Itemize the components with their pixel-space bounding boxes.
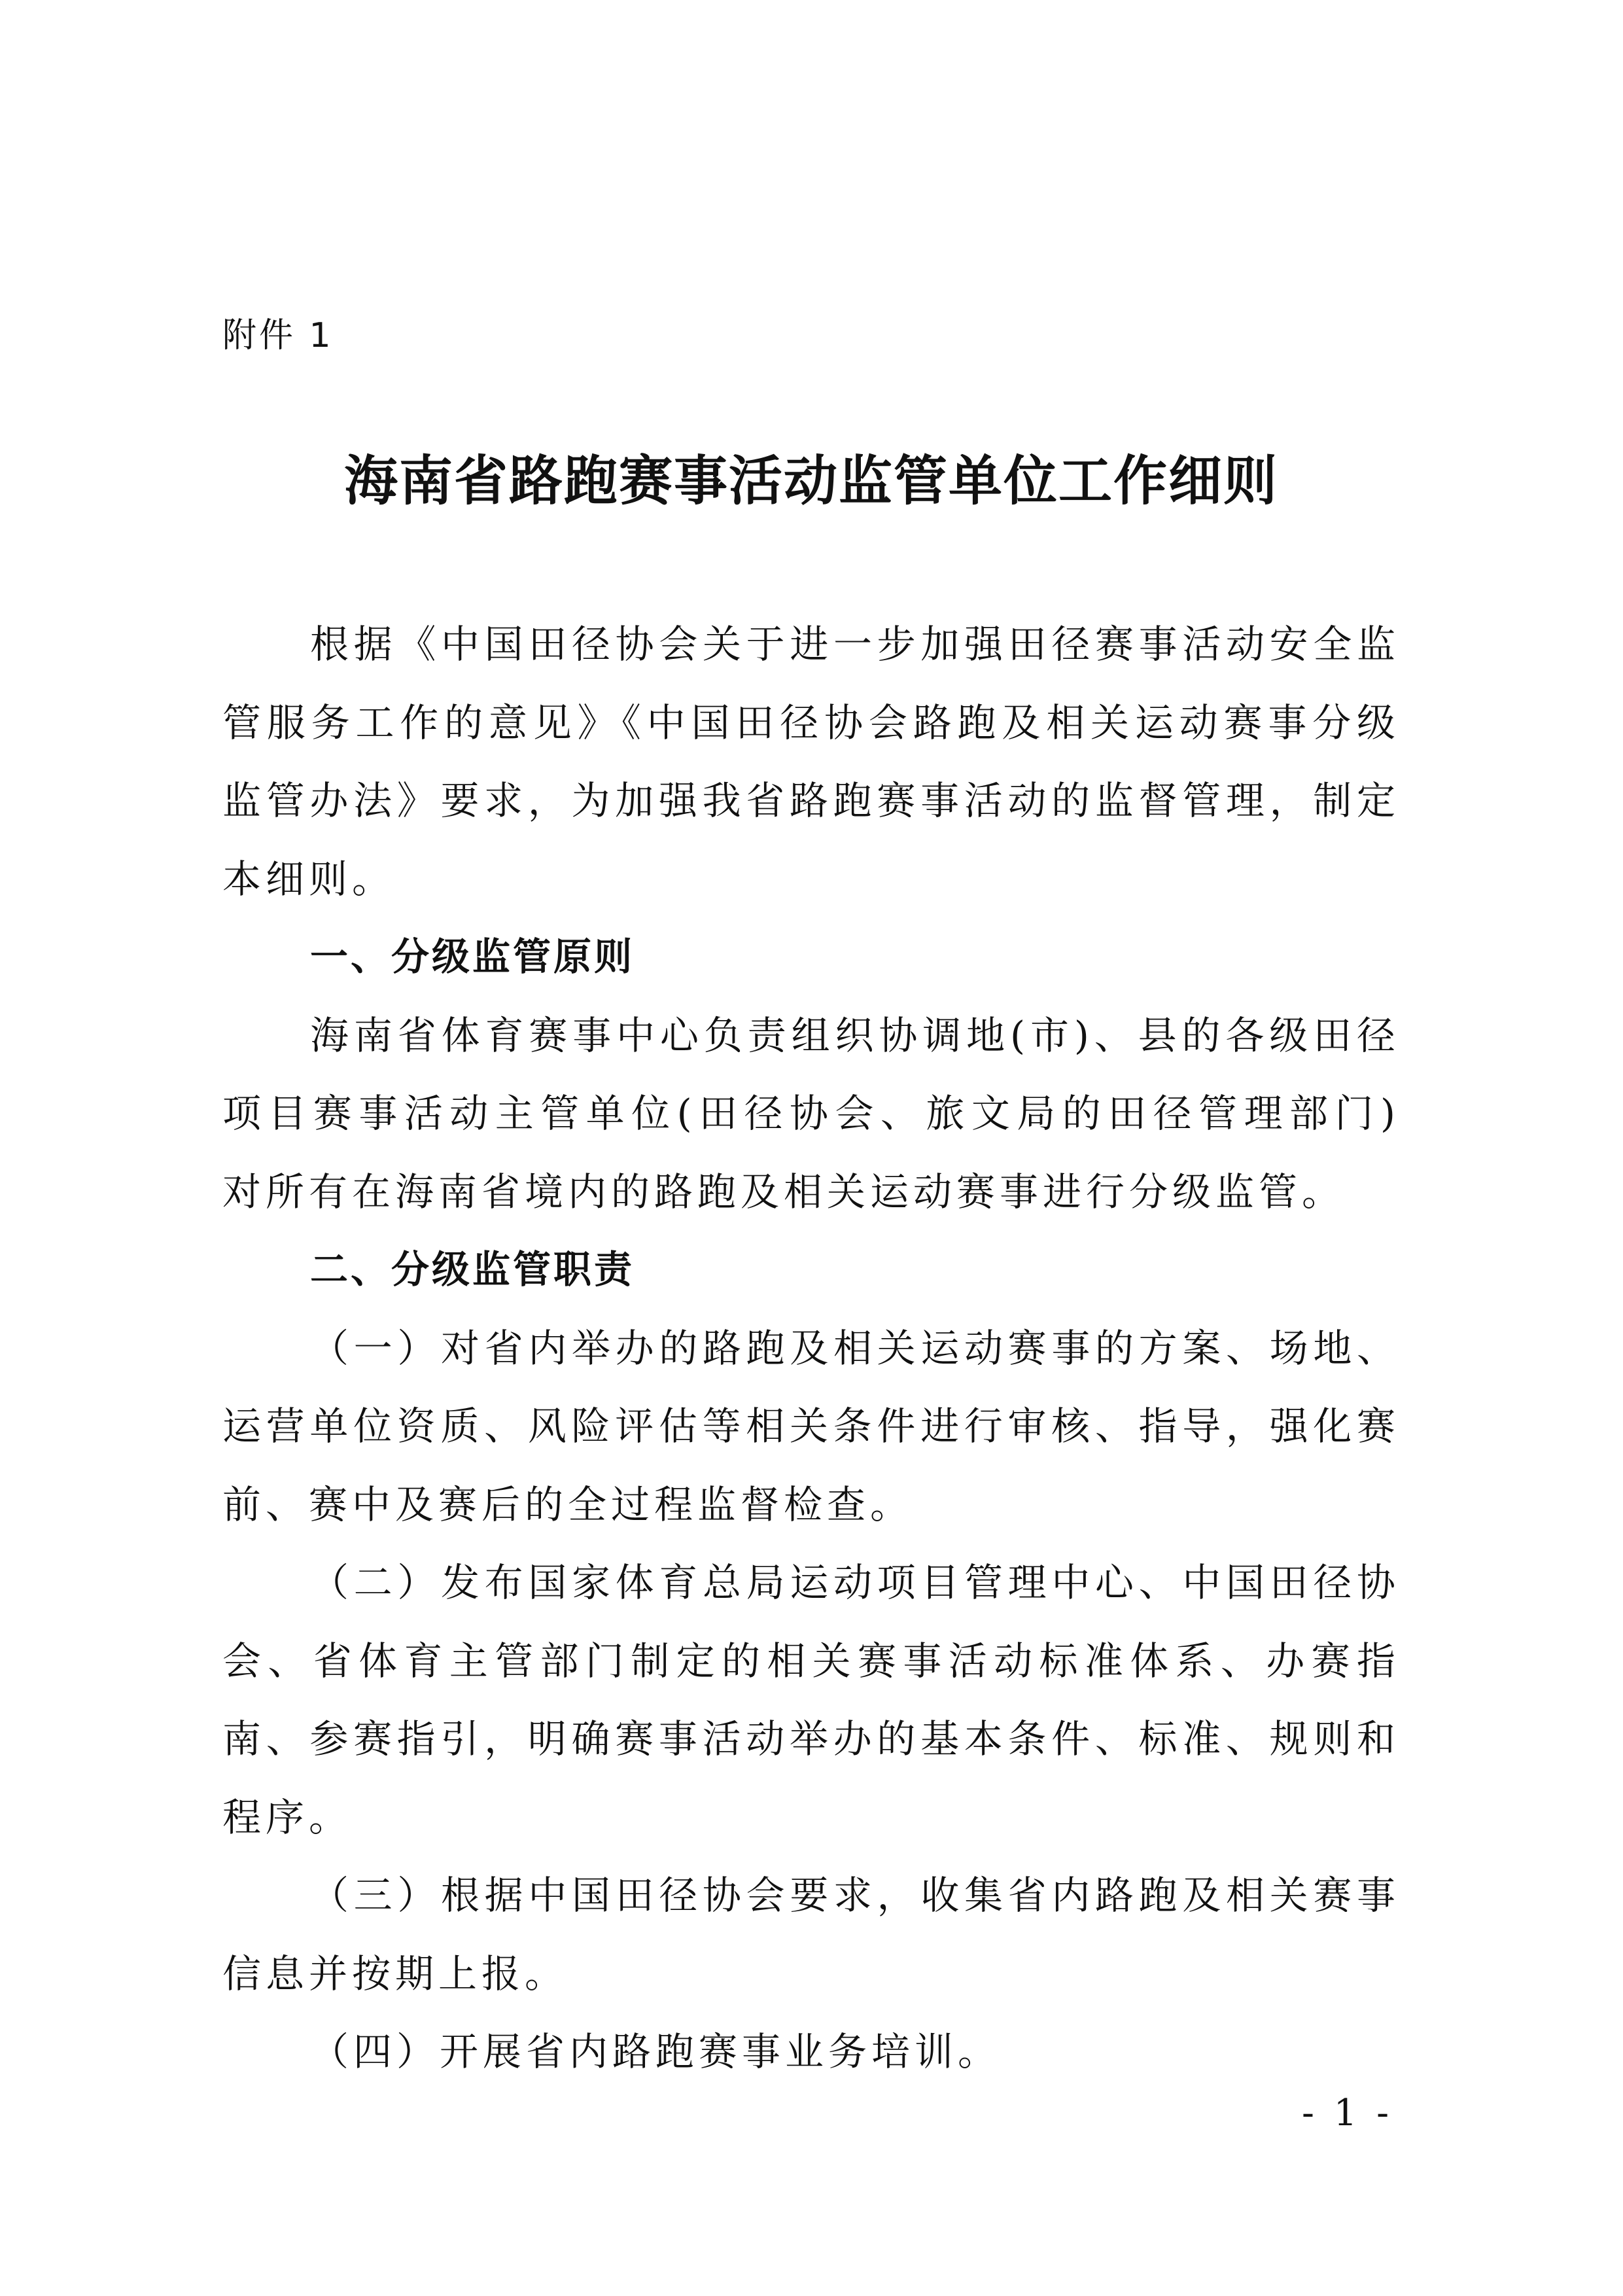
principles-paragraph: 海南省体育赛事中心负责组织协调地(市)、县的各级田径项目赛事活动主管单位(田径协会、旅文局的田径管理部门) 对所有在海南省境内的路跑及相关运动赛事进行分级监管。 <box>222 1012 1400 1214</box>
duty-item-4: （四）开展省内路跑赛事业务培训。 <box>310 2029 1002 2074</box>
intro-paragraph: 根据《中国田径协会关于进一步加强田径赛事活动安全监管服务工作的意见》《中国田径协会路跑及相关运动赛事分级监管办法》要求，为加强我省路跑赛事活动的监督管理，制定本细则。 <box>222 622 1400 902</box>
page-number: - 1 - <box>1302 2092 1393 2134</box>
attachment-label: 附件 1 <box>222 316 334 355</box>
duty-item-1: （一）对省内举办的路跑及相关运动赛事的方案、场地、运营单位资质、风险评估等相关条件进行审核、指导，强化赛前、赛中及赛后的全过程监督检查。 <box>222 1325 1400 1527</box>
section-heading-principles: 一、分级监管原则 <box>310 934 635 979</box>
document-title: 海南省路跑赛事活动监管单位工作细则 <box>343 450 1278 512</box>
duty-item-3: （三）根据中国田径协会要求，收集省内路跑及相关赛事信息并按期上报。 <box>222 1873 1400 1996</box>
duty-item-2: （二）发布国家体育总局运动项目管理中心、中国田径协会、省体育主管部门制定的相关赛事活动标准体系、办赛指南、参赛指引，明确赛事活动举办的基本条件、标准、规则和程序。 <box>222 1560 1400 1840</box>
document-body <box>222 605 1400 2091</box>
section-heading-duties: 二、分级监管职责 <box>310 1247 635 1292</box>
